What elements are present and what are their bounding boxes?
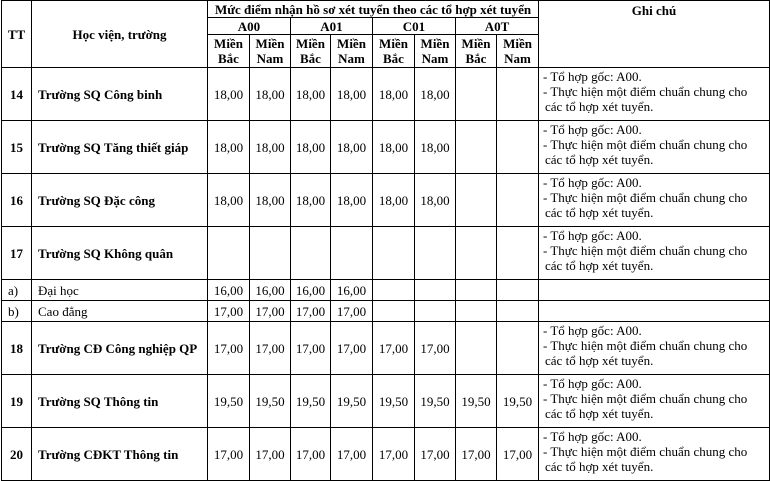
row-score-cell: 18,00 (250, 121, 291, 174)
row-note (539, 174, 770, 227)
row-score-cell (456, 301, 497, 322)
row-score-cell: 18,00 (373, 174, 415, 227)
row-score-cell (497, 227, 539, 280)
note-line: - Tổ hợp gốc: A00. (543, 175, 642, 190)
row-score-cell: 16,00 (208, 280, 250, 301)
table-row (2, 68, 770, 121)
row-score-cell (497, 322, 539, 375)
row-school-name: Trường SQ Không quân (32, 227, 208, 280)
note-line: - Thực hiện một điểm chuẩn chung cho (543, 444, 748, 459)
row-score-cell: 17,00 (208, 322, 250, 375)
row-score-cell: 17,00 (291, 322, 331, 375)
subheader-north-2 (373, 35, 415, 68)
row-school-name: Trường SQ Tăng thiết giáp (32, 121, 208, 174)
row-school-name: Trường SQ Thông tin (32, 375, 208, 428)
header-combo-a00: A00 (208, 18, 291, 35)
header-group-title: Mức điểm nhận hồ sơ xét tuyển theo các tổ hợp xét tuyển (208, 1, 539, 18)
table-row (2, 174, 770, 227)
row-score-cell (456, 322, 497, 375)
row-score-cell: 18,00 (250, 174, 291, 227)
table-row (2, 301, 770, 322)
row-score-cell: 17,00 (456, 428, 497, 481)
row-score-cell: 18,00 (373, 68, 415, 121)
row-score-cell: 18,00 (208, 174, 250, 227)
row-score-cell (497, 280, 539, 301)
row-score-cell (415, 280, 456, 301)
row-score-cell: 17,00 (415, 428, 456, 481)
note-line: các tổ hợp xét tuyển. (545, 152, 654, 167)
row-score-cell (291, 227, 331, 280)
row-tt: 20 (2, 428, 32, 481)
row-tt: 16 (2, 174, 32, 227)
row-score-cell: 18,00 (208, 121, 250, 174)
row-score-cell: 17,00 (208, 428, 250, 481)
row-score-cell (373, 227, 415, 280)
note-line: - Tổ hợp gốc: A00. (543, 323, 642, 338)
row-tt: b) (2, 301, 32, 322)
row-note (539, 280, 770, 301)
row-score-cell: 19,50 (415, 375, 456, 428)
subheader-line-1: Miền (214, 36, 243, 51)
subheader-line-1: Miền (296, 36, 325, 51)
row-score-cell: 17,00 (415, 322, 456, 375)
table-row (2, 375, 770, 428)
row-score-cell (456, 280, 497, 301)
note-line: - Tổ hợp gốc: A00. (543, 69, 642, 84)
subheader-south-1 (331, 35, 373, 68)
row-score-cell (497, 68, 539, 121)
row-score-cell: 17,00 (291, 428, 331, 481)
row-note (539, 121, 770, 174)
row-score-cell (415, 227, 456, 280)
row-score-cell (373, 301, 415, 322)
subheader-line-2: Bắc (465, 51, 487, 66)
note-line: các tổ hợp xét tuyển. (545, 406, 654, 421)
subheader-north-1 (291, 35, 331, 68)
row-tt: 15 (2, 121, 32, 174)
row-score-cell (208, 227, 250, 280)
note-line: các tổ hợp xét tuyển. (545, 205, 654, 220)
note-line: - Thực hiện một điểm chuẩn chung cho (543, 84, 748, 99)
subheader-line-1: Miền (420, 36, 450, 51)
subheader-line-1: Miền (255, 36, 285, 51)
row-score-cell: 19,50 (456, 375, 497, 428)
note-line: các tổ hợp xét tuyển. (545, 459, 654, 474)
row-score-cell (497, 174, 539, 227)
header-note: Ghi chú (539, 1, 770, 68)
row-score-cell: 19,50 (373, 375, 415, 428)
row-tt: 17 (2, 227, 32, 280)
row-score-cell: 18,00 (415, 121, 456, 174)
note-line: - Thực hiện một điểm chuẩn chung cho (543, 137, 748, 152)
row-score-cell (456, 227, 497, 280)
header-combo-a01: A01 (291, 18, 373, 35)
row-score-cell (415, 301, 456, 322)
subheader-line-2: Nam (504, 51, 531, 66)
row-score-cell: 17,00 (208, 301, 250, 322)
row-score-cell: 19,50 (291, 375, 331, 428)
subheader-line-2: Bắc (300, 51, 321, 66)
subheader-line-2: Nam (421, 51, 449, 66)
subheader-line-2: Bắc (383, 51, 404, 66)
row-score-cell (331, 227, 373, 280)
row-score-cell: 17,00 (373, 322, 415, 375)
header-combo-c01: C01 (373, 18, 456, 35)
subheader-south-3 (497, 35, 539, 68)
row-score-cell: 19,50 (208, 375, 250, 428)
subheader-line-1: Miền (503, 36, 532, 51)
subheader-line-1: Miền (461, 36, 491, 51)
row-score-cell: 16,00 (250, 280, 291, 301)
row-score-cell: 17,00 (250, 322, 291, 375)
note-line: - Tổ hợp gốc: A00. (543, 122, 642, 137)
subheader-line-2: Bắc (218, 51, 239, 66)
row-score-cell (456, 121, 497, 174)
subheader-north-3 (456, 35, 497, 68)
row-score-cell: 18,00 (331, 121, 373, 174)
row-tt: 19 (2, 375, 32, 428)
row-tt: 14 (2, 68, 32, 121)
header-tt: TT (2, 1, 32, 68)
row-score-cell: 17,00 (331, 428, 373, 481)
row-score-cell (497, 301, 539, 322)
row-tt: a) (2, 280, 32, 301)
note-line: - Tổ hợp gốc: A00. (543, 429, 642, 444)
row-score-cell: 17,00 (250, 428, 291, 481)
row-note (539, 227, 770, 280)
row-score-cell: 18,00 (331, 68, 373, 121)
admission-score-table (1, 0, 770, 481)
note-line: các tổ hợp xét tuyển. (545, 353, 654, 368)
row-score-cell (456, 68, 497, 121)
table-row (2, 227, 770, 280)
row-score-cell: 18,00 (291, 121, 331, 174)
row-tt: 18 (2, 322, 32, 375)
row-score-cell: 18,00 (415, 174, 456, 227)
table-body (2, 68, 770, 481)
row-score-cell: 17,00 (291, 301, 331, 322)
header-combo-a0t: A0T (456, 18, 539, 35)
note-line: các tổ hợp xét tuyển. (545, 258, 654, 273)
row-score-cell: 18,00 (373, 121, 415, 174)
row-score-cell: 19,50 (331, 375, 373, 428)
row-score-cell: 17,00 (331, 322, 373, 375)
note-line: - Thực hiện một điểm chuẩn chung cho (543, 190, 748, 205)
subheader-line-2: Nam (338, 51, 365, 66)
row-score-cell: 19,50 (250, 375, 291, 428)
row-school-name: Trường SQ Đặc công (32, 174, 208, 227)
row-score-cell (497, 121, 539, 174)
row-score-cell: 17,00 (497, 428, 539, 481)
table-row (2, 428, 770, 481)
row-school-name: Đại học (32, 280, 208, 301)
row-score-cell: 17,00 (373, 428, 415, 481)
row-score-cell: 18,00 (250, 68, 291, 121)
table-row (2, 121, 770, 174)
subheader-line-1: Miền (337, 36, 366, 51)
row-note (539, 301, 770, 322)
row-score-cell (373, 280, 415, 301)
subheader-line-1: Miền (379, 36, 408, 51)
note-line: - Thực hiện một điểm chuẩn chung cho (543, 391, 748, 406)
row-school-name: Trường SQ Công binh (32, 68, 208, 121)
row-score-cell: 18,00 (331, 174, 373, 227)
note-line: - Tổ hợp gốc: A00. (543, 228, 642, 243)
row-score-cell: 16,00 (291, 280, 331, 301)
note-line: - Thực hiện một điểm chuẩn chung cho (543, 243, 748, 258)
note-line: các tổ hợp xét tuyển. (545, 99, 654, 114)
row-score-cell: 17,00 (250, 301, 291, 322)
note-line: - Thực hiện một điểm chuẩn chung cho (543, 338, 748, 353)
note-line: - Tổ hợp gốc: A00. (543, 376, 642, 391)
table-row (2, 280, 770, 301)
row-school-name: Cao đẳng (32, 301, 208, 322)
subheader-line-2: Nam (256, 51, 284, 66)
subheader-south-2 (415, 35, 456, 68)
row-score-cell: 17,00 (331, 301, 373, 322)
subheader-south-0 (250, 35, 291, 68)
row-note (539, 375, 770, 428)
row-score-cell: 19,50 (497, 375, 539, 428)
row-note (539, 68, 770, 121)
row-score-cell (250, 227, 291, 280)
row-school-name: Trường CĐ Công nghiệp QP (32, 322, 208, 375)
header-school: Học viện, trường (32, 1, 208, 68)
row-score-cell: 16,00 (331, 280, 373, 301)
row-note (539, 428, 770, 481)
row-note (539, 322, 770, 375)
table-row (2, 322, 770, 375)
subheader-north-0 (208, 35, 250, 68)
row-score-cell: 18,00 (208, 68, 250, 121)
row-school-name: Trường CĐKT Thông tin (32, 428, 208, 481)
row-score-cell: 18,00 (291, 174, 331, 227)
row-score-cell: 18,00 (291, 68, 331, 121)
row-score-cell: 18,00 (415, 68, 456, 121)
row-score-cell (456, 174, 497, 227)
